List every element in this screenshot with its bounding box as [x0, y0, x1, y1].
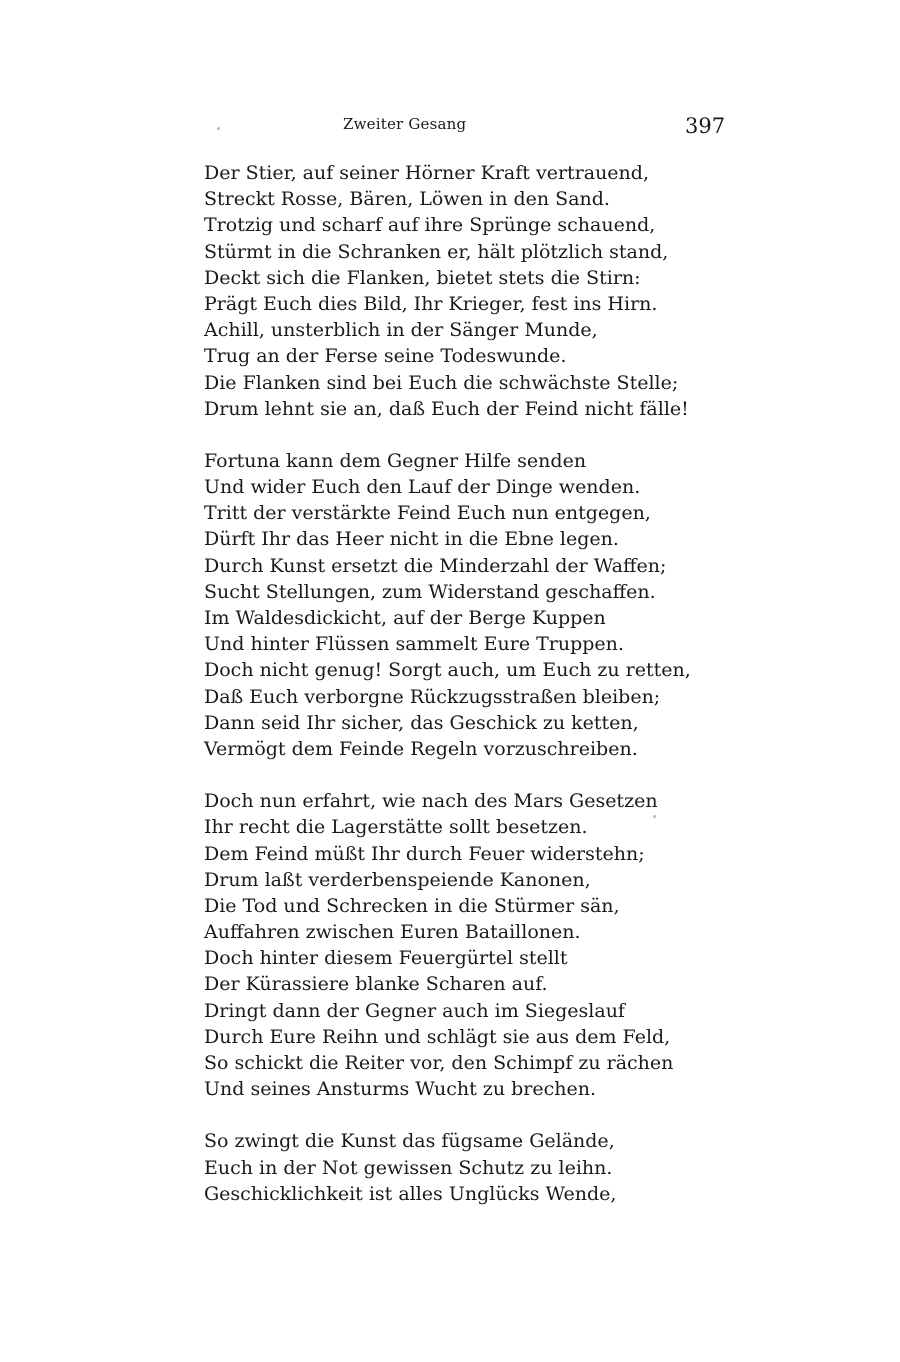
verse-line: Drum laßt verderbenspeiende Kanonen, [204, 868, 591, 891]
verse-line: Und hinter Flüssen sammelt Eure Truppen. [204, 633, 624, 656]
verse-line: Der Stier, auf seiner Hörner Kraft vertrauend, [204, 162, 649, 184]
verse-line: Stürmt in die Schranken er, hält plötzlich stand, [204, 240, 669, 263]
verse-line: Dem Feind müßt Ihr durch Feuer widerstehn; [204, 842, 645, 865]
verse-line: Dann seid Ihr sicher, das Geschick zu ketten, [204, 711, 639, 734]
verse-line: Trotzig und scharf auf ihre Sprünge schauend, [204, 214, 656, 237]
verse-line: Achill, unsterblich in der Sänger Munde, [204, 319, 598, 342]
verse-line: Tritt der verstärkte Feind Euch nun entgegen, [204, 502, 651, 525]
verse-line: Streckt Rosse, Bären, Löwen in den Sand. [204, 188, 610, 211]
verse-line: Trug an der Ferse seine Todeswunde. [204, 345, 567, 368]
verse-line: Dürft Ihr das Heer nicht in die Ebne legen. [204, 528, 619, 551]
stanza-2 [204, 448, 691, 762]
verse-line: So schickt die Reiter vor, den Schimpf zu rächen [204, 1052, 674, 1074]
verse-line: Dringt dann der Gegner auch im Siegeslauf [204, 999, 625, 1022]
verse-line: Sucht Stellungen, zum Widerstand geschaffen. [204, 580, 656, 603]
paper-speck [653, 815, 656, 818]
verse-line: Ihr recht die Lagerstätte sollt besetzen. [204, 816, 588, 839]
verse-line: Und wider Euch den Lauf der Dinge wenden. [204, 476, 641, 499]
verse-line: Doch nun erfahrt, wie nach des Mars Gesetzen [204, 790, 658, 813]
verse-line: Euch in der Not gewissen Schutz zu leihn. [204, 1156, 613, 1179]
verse-line: Die Flanken sind bei Euch die schwächste Stelle; [204, 371, 679, 394]
running-head: Zweiter Gesang [343, 115, 467, 133]
verse-line: Deckt sich die Flanken, bietet stets die Stirn: [204, 266, 641, 289]
poem-body [204, 160, 691, 1233]
verse-line: Geschicklichkeit ist alles Unglücks Wende, [204, 1182, 617, 1205]
verse-line: Im Waldesdickicht, auf der Berge Kuppen [204, 607, 606, 629]
verse-line: Durch Kunst ersetzt die Minderzahl der Waffen; [204, 554, 667, 577]
paper-speck [217, 127, 220, 130]
verse-line: Auffahren zwischen Euren Bataillonen. [204, 921, 581, 944]
verse-line: Der Kürassiere blanke Scharen auf. [204, 973, 548, 996]
verse-line: Drum lehnt sie an, daß Euch der Feind nicht fälle! [204, 397, 689, 420]
verse-line: Vermögt dem Feinde Regeln vorzuschreiben. [204, 737, 638, 760]
verse-line: Doch hinter diesem Feuergürtel stellt [204, 947, 568, 970]
stanza-3 [204, 788, 674, 1102]
verse-line: Fortuna kann dem Gegner Hilfe senden [204, 449, 587, 472]
page-number: 397 [685, 114, 726, 138]
verse-line: So zwingt die Kunst das fügsame Gelände, [204, 1130, 615, 1153]
verse-line: Die Tod und Schrecken in die Stürmer sän, [204, 894, 620, 917]
verse-line: Durch Eure Reihn und schlägt sie aus dem Feld, [204, 1025, 671, 1048]
verse-line: Daß Euch verborgne Rückzugsstraßen bleiben; [204, 685, 661, 708]
verse-line: Doch nicht genug! Sorgt auch, um Euch zu retten, [204, 659, 691, 682]
stanza-1 [204, 160, 689, 422]
verse-line: Und seines Ansturms Wucht zu brechen. [204, 1078, 596, 1101]
verse-line: Prägt Euch dies Bild, Ihr Krieger, fest ins Hirn. [204, 292, 658, 315]
stanza-4 [204, 1128, 644, 1207]
